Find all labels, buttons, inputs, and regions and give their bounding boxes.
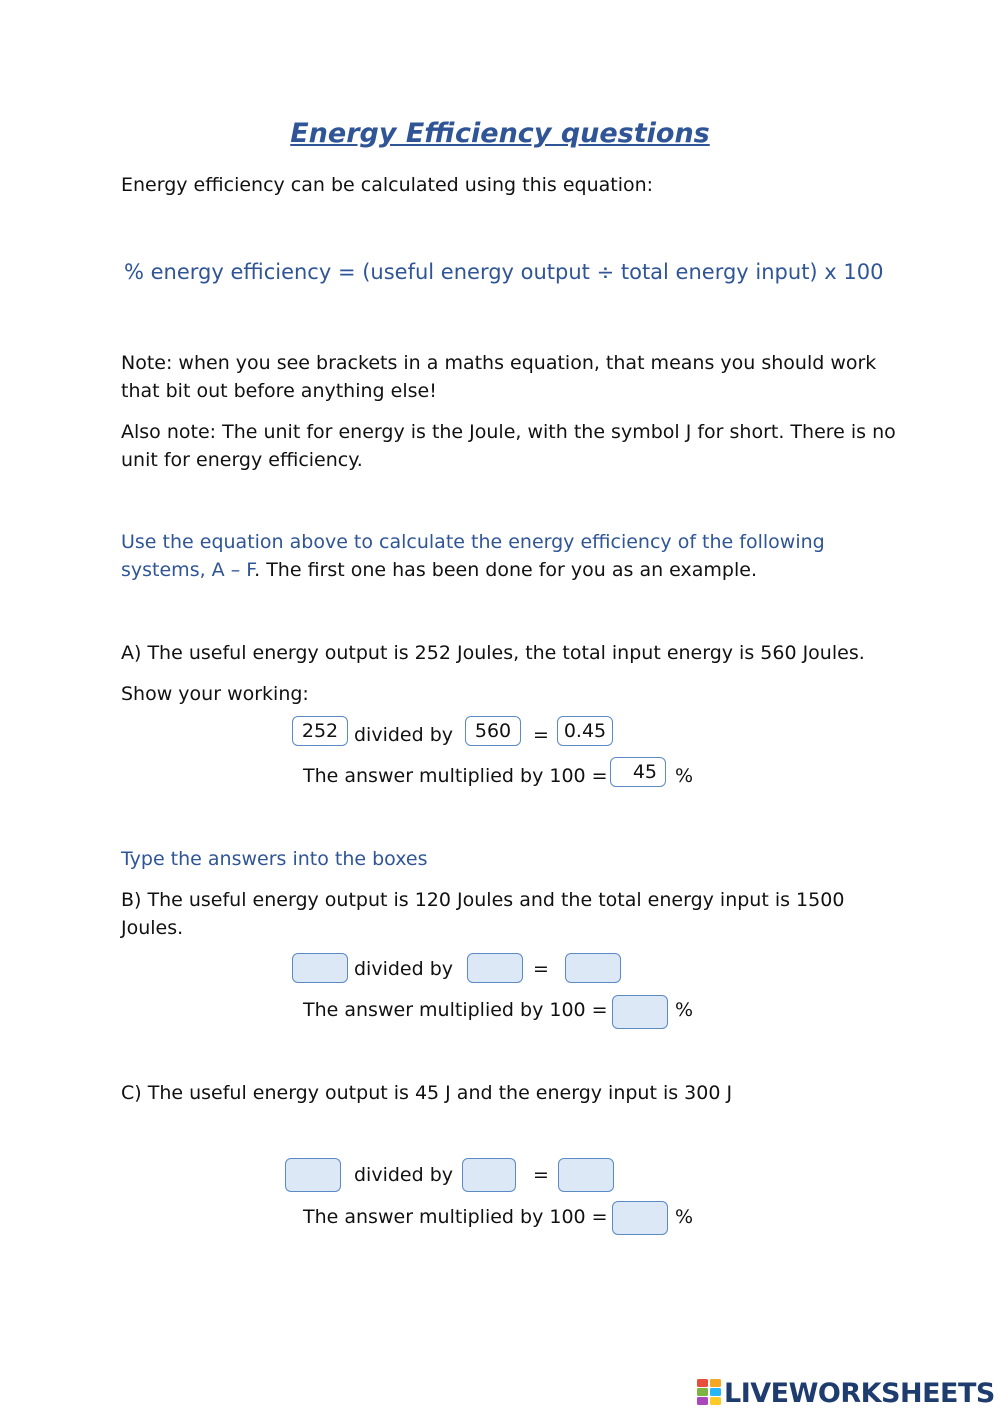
type-answers-instruction: Type the answers into the boxes — [121, 848, 428, 870]
question-c-output-input[interactable] — [285, 1158, 341, 1192]
percent-label: % — [675, 765, 694, 787]
question-b-text: B) The useful energy output is 120 Joules and the total energy input is 1500 Joules. — [121, 889, 845, 939]
question-b-ratio-input[interactable] — [565, 953, 621, 983]
question-c-percent-input[interactable] — [612, 1201, 668, 1235]
divided-by-label: divided by — [354, 724, 454, 746]
note-units: Also note: The unit for energy is the Joule, with the symbol J for short. There is no unit for energy efficiency. — [121, 421, 896, 471]
percent-label: % — [675, 1206, 694, 1228]
question-c-input-input[interactable] — [462, 1158, 516, 1192]
liveworksheets-logo-text: LIVEWORKSHEETS — [724, 1378, 995, 1409]
question-a-output-box: 252 — [292, 716, 348, 746]
question-b-percent-input[interactable] — [612, 995, 668, 1029]
note-brackets: Note: when you see brackets in a maths equation, that means you should work that bit out before anything else! — [121, 352, 877, 402]
divided-by-label: divided by — [354, 1164, 454, 1186]
equals-label: = — [533, 1164, 549, 1186]
liveworksheets-logo-icon — [697, 1379, 721, 1412]
question-c-text: C) The useful energy output is 45 J and the energy input is 300 J — [121, 1082, 733, 1104]
question-a-text: A) The useful energy output is 252 Joules, the total input energy is 560 Joules. — [121, 642, 865, 664]
divided-by-label: divided by — [354, 958, 454, 980]
equals-label: = — [533, 958, 549, 980]
question-a-ratio-box: 0.45 — [557, 716, 613, 746]
efficiency-equation: % energy efficiency = (useful energy output ÷ total energy input) x 100 — [124, 260, 884, 284]
question-b-output-input[interactable] — [292, 953, 348, 983]
question-a-input-box: 560 — [465, 716, 521, 746]
equals-label: = — [533, 724, 549, 746]
instruction-blue: Use the equation above to calculate the energy efficiency of the following systems, A – F — [121, 531, 825, 581]
intro-text: Energy efficiency can be calculated using this equation: — [121, 174, 654, 196]
instruction-black: . The first one has been done for you as an example. — [254, 559, 757, 581]
question-b-input-input[interactable] — [467, 953, 523, 983]
question-a-percent-box: 45 — [610, 757, 666, 787]
liveworksheets-logo — [697, 1378, 995, 1412]
multiplied-label: The answer multiplied by 100 = — [303, 1206, 608, 1228]
multiplied-label: The answer multiplied by 100 = — [303, 765, 608, 787]
instruction-text — [121, 528, 861, 584]
page-title: Energy Efficiency questions — [290, 118, 710, 149]
percent-label: % — [675, 999, 694, 1021]
question-c-ratio-input[interactable] — [558, 1158, 614, 1192]
multiplied-label: The answer multiplied by 100 = — [303, 999, 608, 1021]
show-working-label: Show your working: — [121, 683, 309, 705]
